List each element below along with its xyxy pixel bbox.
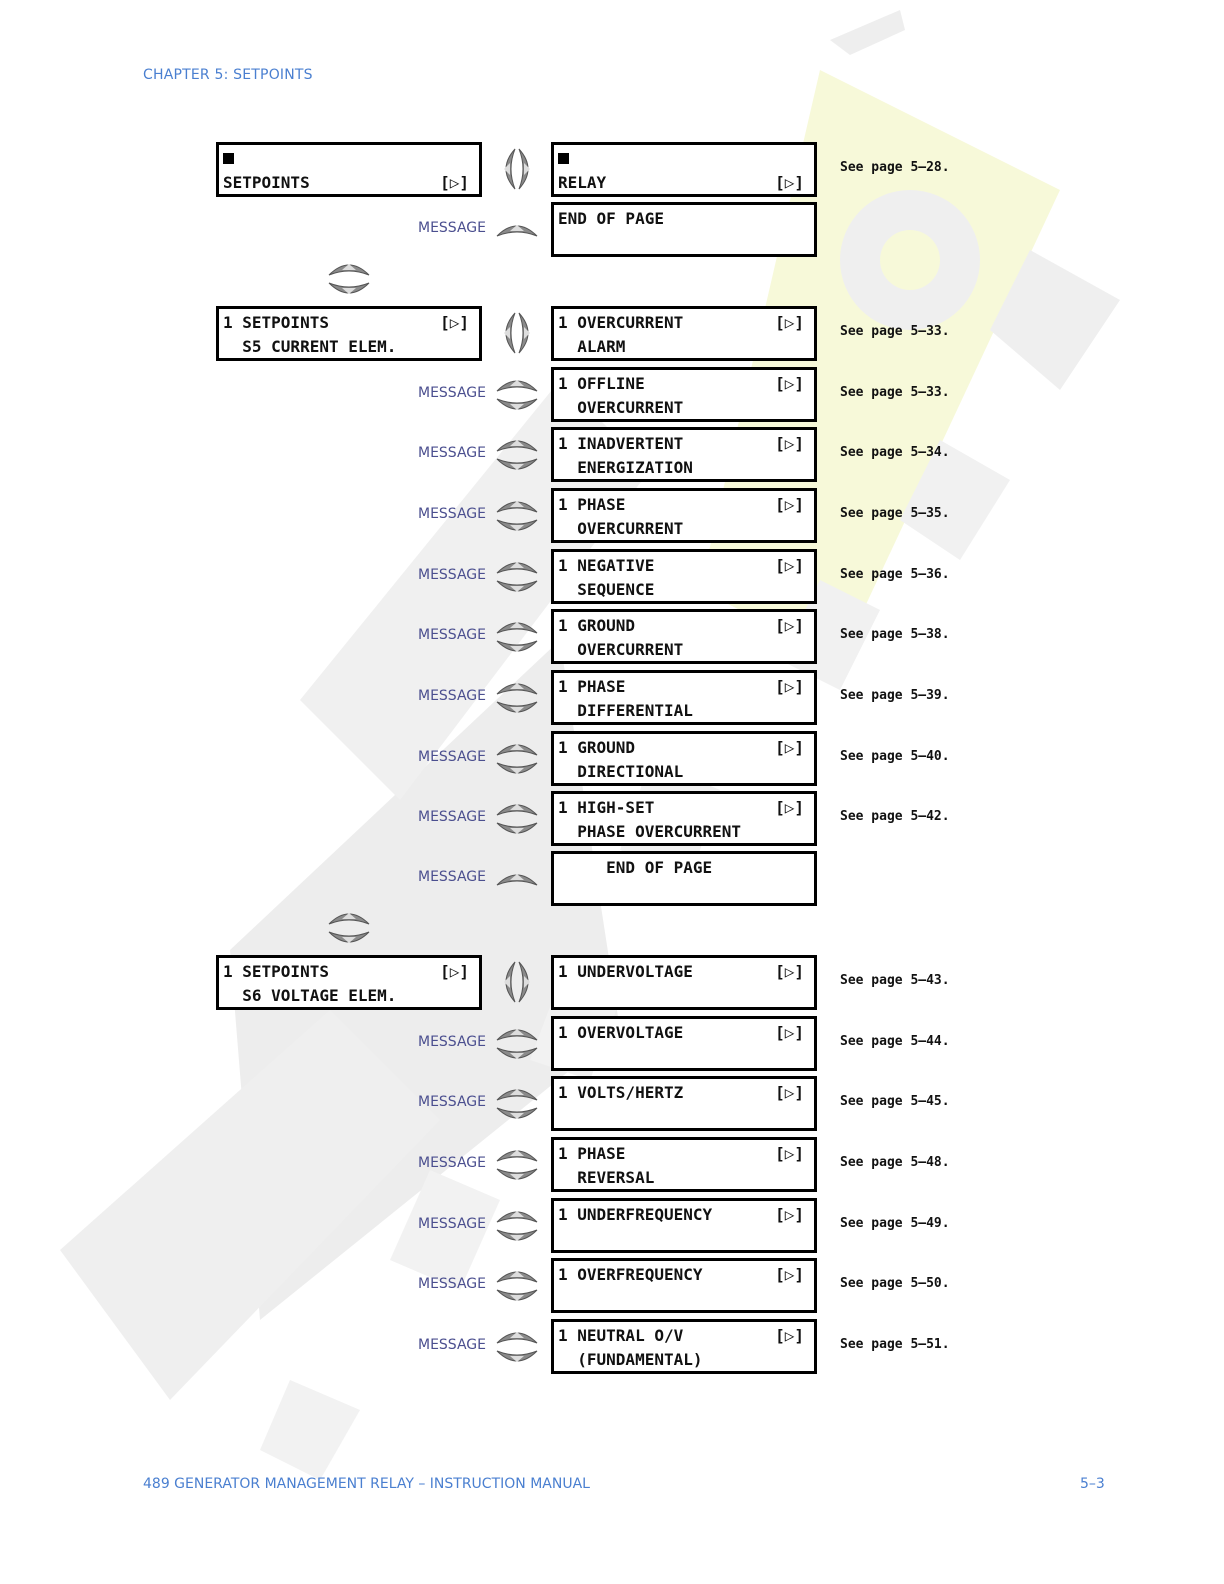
display-line-1: 1 GROUND [558,738,636,757]
up-key-icon[interactable] [495,217,539,241]
enter-arrow-icon: [▷] [775,313,804,332]
left-right-keys-icon[interactable] [493,147,541,191]
end-of-page-display [551,202,817,257]
setpoint-display-item [551,955,817,1010]
enter-arrow-icon: [▷] [775,1326,804,1345]
up-down-keys-icon[interactable] [495,493,539,539]
display-line-2 [558,880,810,904]
up-down-keys-icon[interactable] [495,432,539,478]
display-line-1: 1 PHASE [558,1144,626,1163]
display-line-1: 1 OVERCURRENT [558,313,684,332]
setpoint-display-item [551,1198,817,1253]
display-line-1: 1 NEUTRAL O/V [558,1326,684,1345]
message-key-label: MESSAGE [418,627,486,643]
see-page-reference: See page 5–49. [840,1216,950,1231]
display-line-2: (FUNDAMENTAL) [558,1350,703,1369]
see-page-reference: See page 5–38. [840,627,950,642]
message-key-label: MESSAGE [418,506,486,522]
message-key-label: MESSAGE [418,567,486,583]
setpoint-display-item [551,1319,817,1374]
setpoint-display-item [551,306,817,361]
display-line-1: 1 SETPOINTS [223,313,329,332]
setpoint-display-item [551,1137,817,1192]
up-down-keys-icon[interactable] [495,554,539,600]
display-line-1: 1 HIGH-SET [558,798,655,817]
message-key-label: MESSAGE [418,688,486,704]
left-right-keys-icon[interactable] [493,311,541,355]
display-line-1: 1 SETPOINTS [223,962,329,981]
setpoints-display [216,142,482,197]
see-page-reference: See page 5–48. [840,1155,950,1170]
see-page-reference: See page 5–33. [840,324,950,339]
enter-arrow-icon: [▷] [775,677,804,696]
footer-page-number: 5–3 [1080,1476,1105,1492]
up-down-keys-icon[interactable] [495,796,539,842]
setpoint-display-item [551,142,817,197]
enter-arrow-icon: [▷] [440,313,469,332]
display-line-1: 1 PHASE [558,495,626,514]
message-key-label: MESSAGE [418,869,486,885]
see-page-reference: See page 5–36. [840,567,950,582]
up-down-keys-icon[interactable] [327,256,371,302]
enter-arrow-icon: [▷] [775,1083,804,1102]
footer-manual-title: 489 GENERATOR MANAGEMENT RELAY – INSTRUCTION MANUAL [143,1476,590,1492]
see-page-reference: See page 5–51. [840,1337,950,1352]
enter-arrow-icon: [▷] [775,556,804,575]
display-line-2 [558,1045,810,1069]
display-line-2 [558,1227,810,1251]
message-key-label: MESSAGE [418,1276,486,1292]
message-key-label: MESSAGE [418,749,486,765]
end-of-page-display [551,851,817,906]
setpoint-display-item [551,1258,817,1313]
setpoint-display-item [551,427,817,482]
enter-arrow-icon: [▷] [440,173,469,192]
display-line-1: SETPOINTS [223,173,310,192]
message-key-label: MESSAGE [418,1337,486,1353]
setpoint-display-item [551,791,817,846]
message-key-label: MESSAGE [418,1094,486,1110]
see-page-reference: See page 5–50. [840,1276,950,1291]
enter-arrow-icon: [▷] [775,1205,804,1224]
up-down-keys-icon[interactable] [495,1203,539,1249]
message-key-label: MESSAGE [418,1034,486,1050]
display-line-2: DIRECTIONAL [558,762,684,781]
display-line-1: 1 OVERFREQUENCY [558,1265,703,1284]
enter-arrow-icon: [▷] [775,1265,804,1284]
enter-arrow-icon: [▷] [775,616,804,635]
enter-arrow-icon: [▷] [775,173,804,192]
cursor-block-icon [558,147,810,171]
see-page-reference: See page 5–42. [840,809,950,824]
see-page-reference: See page 5–28. [840,160,950,175]
display-line-1: 1 GROUND [558,616,636,635]
display-line-2: S5 CURRENT ELEM. [223,337,397,356]
display-line-2 [558,231,810,255]
enter-arrow-icon: [▷] [775,374,804,393]
display-line-2: ENERGIZATION [558,458,693,477]
see-page-reference: See page 5–44. [840,1034,950,1049]
message-key-label: MESSAGE [418,1155,486,1171]
up-down-keys-icon[interactable] [495,1021,539,1067]
enter-arrow-icon: [▷] [775,738,804,757]
setpoint-display-item [551,549,817,604]
up-down-keys-icon[interactable] [327,905,371,951]
see-page-reference: See page 5–39. [840,688,950,703]
setpoint-display-item [551,731,817,786]
display-line-2 [558,1287,810,1311]
setpoint-display-item [551,1076,817,1131]
display-line-2 [558,1105,810,1129]
enter-arrow-icon: [▷] [775,798,804,817]
setpoint-display-item [551,670,817,725]
enter-arrow-icon: [▷] [775,495,804,514]
see-page-reference: See page 5–40. [840,749,950,764]
up-down-keys-icon[interactable] [495,675,539,721]
display-line-1: 1 UNDERFREQUENCY [558,1205,713,1224]
see-page-reference: See page 5–34. [840,445,950,460]
see-page-reference: See page 5–45. [840,1094,950,1109]
display-line-2: OVERCURRENT [558,398,684,417]
display-line-1: 1 OFFLINE [558,374,645,393]
setpoint-display-item [551,488,817,543]
see-page-reference: See page 5–33. [840,385,950,400]
display-line-1: 1 INADVERTENT [558,434,684,453]
up-down-keys-icon[interactable] [495,1263,539,1309]
display-line-1: 1 OVERVOLTAGE [558,1023,684,1042]
display-line-2: PHASE OVERCURRENT [558,822,742,841]
chapter-header: CHAPTER 5: SETPOINTS [143,67,313,83]
see-page-reference: See page 5–43. [840,973,950,988]
up-down-keys-icon[interactable] [495,1142,539,1188]
display-line-2: OVERCURRENT [558,640,684,659]
up-down-keys-icon[interactable] [495,1081,539,1127]
display-line-1: 1 PHASE [558,677,626,696]
display-line-1: 1 VOLTS/HERTZ [558,1083,684,1102]
enter-arrow-icon: [▷] [775,1144,804,1163]
up-down-keys-icon[interactable] [495,736,539,782]
display-line-2: REVERSAL [558,1168,655,1187]
enter-arrow-icon: [▷] [775,962,804,981]
display-line-1: 1 NEGATIVE [558,556,655,575]
setpoint-display-item [551,367,817,422]
enter-arrow-icon: [▷] [440,962,469,981]
message-key-label: MESSAGE [418,445,486,461]
display-line-1: 1 UNDERVOLTAGE [558,962,693,981]
display-line-1: RELAY [558,173,607,192]
message-key-label: MESSAGE [418,809,486,825]
enter-arrow-icon: [▷] [775,434,804,453]
display-line-1: END OF PAGE [558,858,713,877]
up-down-keys-icon[interactable] [495,614,539,660]
left-right-keys-icon[interactable] [493,960,541,1004]
display-line-2: S6 VOLTAGE ELEM. [223,986,397,1005]
display-line-2: ALARM [558,337,626,356]
setpoint-display-item [551,609,817,664]
up-down-keys-icon[interactable] [495,372,539,418]
up-down-keys-icon[interactable] [495,1324,539,1370]
display-line-2: SEQUENCE [558,580,655,599]
display-line-2: OVERCURRENT [558,519,684,538]
setpoints-s5-display [216,306,482,361]
message-key-label: MESSAGE [418,220,486,236]
setpoints-s6-display [216,955,482,1010]
enter-arrow-icon: [▷] [775,1023,804,1042]
see-page-reference: See page 5–35. [840,506,950,521]
display-line-2 [558,984,810,1008]
message-key-label: MESSAGE [418,1216,486,1232]
display-line-1: END OF PAGE [558,209,664,228]
up-key-icon[interactable] [495,866,539,890]
setpoint-display-item [551,1016,817,1071]
cursor-block-icon [223,147,475,171]
message-key-label: MESSAGE [418,385,486,401]
display-line-2: DIFFERENTIAL [558,701,693,720]
